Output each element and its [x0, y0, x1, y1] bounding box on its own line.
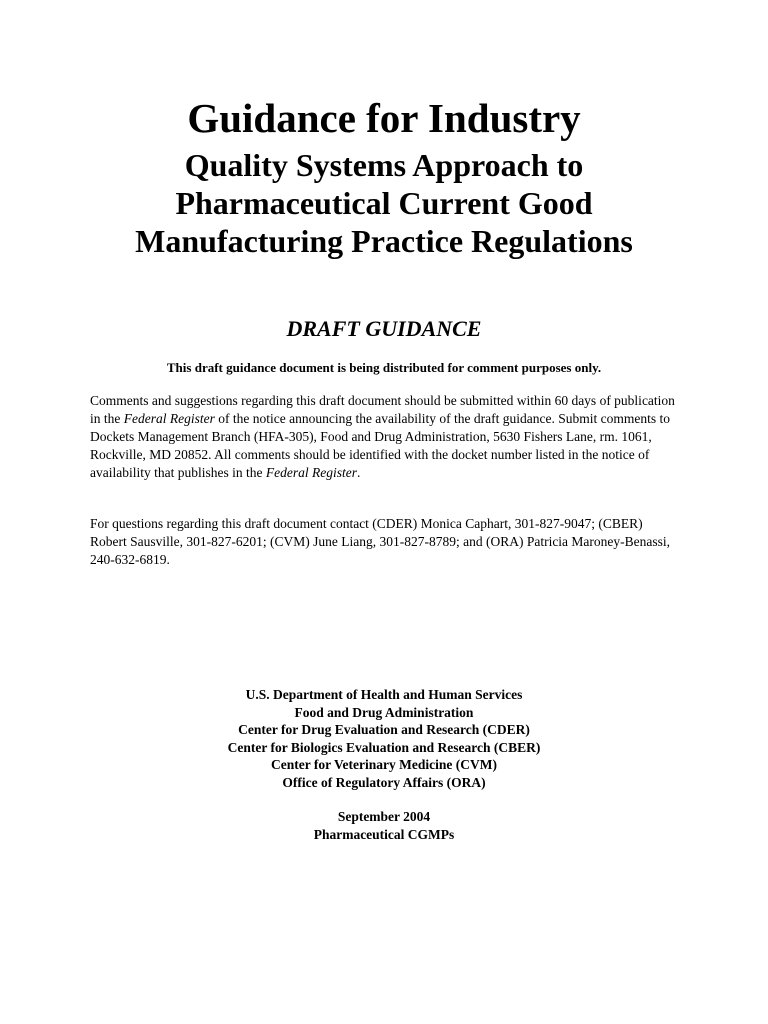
- agency-line: Center for Biologics Evaluation and Research (CBER): [227, 739, 541, 755]
- contacts-paragraph: For questions regarding this draft document contact (CDER) Monica Caphart, 301-827-9047; (CBER) Robert Sausville, 301-827-6201; (CVM) June Liang, 301-827-8789; and (ORA) Patricia Maroney-Benassi, 240-632-6819.: [90, 516, 671, 567]
- subtitle-line: Quality Systems Approach to: [184, 147, 584, 183]
- document-title: Guidance for Industry: [187, 95, 581, 141]
- agency-line: Center for Veterinary Medicine (CVM): [271, 757, 497, 772]
- agency-line: Center for Drug Evaluation and Research (CDER): [238, 722, 530, 737]
- comments-text-1: Comments and suggestions regarding this draft document should be submitted within 60 days of publication in the: [90, 393, 675, 426]
- subtitle-line: Manufacturing Practice Regulations: [135, 223, 633, 259]
- agencies-block: [0, 686, 768, 791]
- comments-paragraph: [90, 392, 682, 482]
- document-subtitle: [0, 146, 768, 260]
- agency-line: U.S. Department of Health and Human Services: [245, 687, 523, 702]
- publication-date: September 2004: [337, 809, 431, 824]
- comments-text-3: .: [356, 465, 361, 480]
- agency-line: Office of Regulatory Affairs (ORA): [282, 774, 486, 790]
- publication-info: [0, 808, 768, 843]
- draft-distribution-note: This draft guidance document is being distributed for comment purposes only.: [166, 360, 602, 375]
- subtitle-line: Pharmaceutical Current Good: [175, 185, 593, 221]
- federal-register-ref: Federal Register: [265, 465, 357, 480]
- agency-line: Food and Drug Administration: [294, 704, 474, 720]
- publication-category: Pharmaceutical CGMPs: [313, 826, 455, 842]
- federal-register-ref: Federal Register: [123, 411, 215, 426]
- draft-guidance-heading: DRAFT GUIDANCE: [286, 316, 482, 341]
- comments-text-2: of the notice announcing the availability of the draft guidance. Submit comments to Dockets Management Branch (HFA-305), Food and Drug Administration, 5630 Fishers Lane, rm. 1061, Rockville, MD 20852. All comments should be identified with the docket number listed in the notice of availability that publishes in the: [90, 411, 670, 480]
